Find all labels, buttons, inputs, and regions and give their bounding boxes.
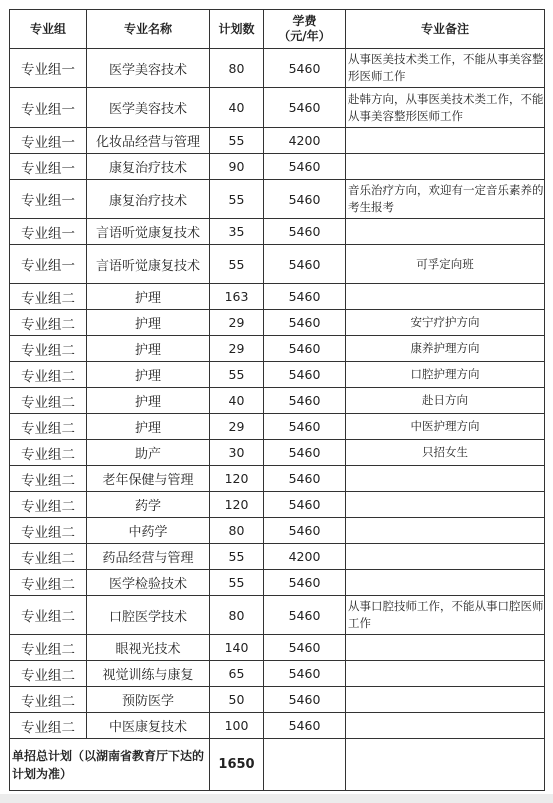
note-cell bbox=[346, 635, 545, 661]
note-cell bbox=[346, 687, 545, 713]
plan-cell: 55 bbox=[210, 362, 264, 388]
fee-cell: 5460 bbox=[264, 245, 346, 284]
name-cell: 医学美容技术 bbox=[87, 88, 210, 128]
plan-cell: 30 bbox=[210, 440, 264, 466]
plan-cell: 29 bbox=[210, 336, 264, 362]
fee-cell: 5460 bbox=[264, 687, 346, 713]
name-cell: 言语听觉康复技术 bbox=[87, 245, 210, 284]
table-row bbox=[10, 570, 545, 596]
table-row bbox=[10, 414, 545, 440]
fee-cell: 5460 bbox=[264, 362, 346, 388]
plan-cell: 40 bbox=[210, 388, 264, 414]
fee-cell: 4200 bbox=[264, 544, 346, 570]
table-row bbox=[10, 661, 545, 687]
name-cell: 医学美容技术 bbox=[87, 49, 210, 88]
fee-cell: 4200 bbox=[264, 128, 346, 154]
group-cell: 专业组二 bbox=[10, 544, 87, 570]
group-cell: 专业组二 bbox=[10, 336, 87, 362]
fee-cell: 5460 bbox=[264, 661, 346, 687]
header-group: 专业组 bbox=[10, 10, 87, 49]
group-cell: 专业组一 bbox=[10, 49, 87, 88]
plan-cell: 90 bbox=[210, 154, 264, 180]
note-cell: 赴日方向 bbox=[346, 388, 545, 414]
plan-cell: 55 bbox=[210, 544, 264, 570]
group-cell: 专业组二 bbox=[10, 362, 87, 388]
name-cell: 护理 bbox=[87, 310, 210, 336]
name-cell: 康复治疗技术 bbox=[87, 180, 210, 219]
bottom-strip bbox=[0, 794, 553, 803]
fee-cell: 5460 bbox=[264, 388, 346, 414]
name-cell: 中医康复技术 bbox=[87, 713, 210, 739]
total-label: 单招总计划（以湖南省教育厅下达的计划为准） bbox=[10, 739, 210, 791]
note-cell: 赴韩方向，从事医美技术类工作，不能从事美容整形医师工作 bbox=[346, 88, 545, 128]
plan-cell: 55 bbox=[210, 180, 264, 219]
note-cell: 中医护理方向 bbox=[346, 414, 545, 440]
table-row bbox=[10, 362, 545, 388]
note-cell: 音乐治疗方向，欢迎有一定音乐素养的考生报考 bbox=[346, 180, 545, 219]
fee-cell: 5460 bbox=[264, 635, 346, 661]
fee-cell: 5460 bbox=[264, 713, 346, 739]
plan-cell: 50 bbox=[210, 687, 264, 713]
table-header-row bbox=[10, 10, 545, 49]
name-cell: 护理 bbox=[87, 388, 210, 414]
total-fee-empty bbox=[264, 739, 346, 791]
fee-cell: 5460 bbox=[264, 336, 346, 362]
table-row bbox=[10, 284, 545, 310]
table-row bbox=[10, 596, 545, 635]
fee-cell: 5460 bbox=[264, 219, 346, 245]
group-cell: 专业组二 bbox=[10, 596, 87, 635]
fee-cell: 5460 bbox=[264, 310, 346, 336]
name-cell: 视觉训练与康复 bbox=[87, 661, 210, 687]
note-cell bbox=[346, 219, 545, 245]
table-row bbox=[10, 128, 545, 154]
table-row bbox=[10, 245, 545, 284]
plan-cell: 65 bbox=[210, 661, 264, 687]
note-cell bbox=[346, 661, 545, 687]
name-cell: 助产 bbox=[87, 440, 210, 466]
table-row bbox=[10, 713, 545, 739]
name-cell: 药品经营与管理 bbox=[87, 544, 210, 570]
header-fee bbox=[264, 10, 346, 49]
plan-cell: 120 bbox=[210, 466, 264, 492]
name-cell: 中药学 bbox=[87, 518, 210, 544]
table-row bbox=[10, 518, 545, 544]
group-cell: 专业组二 bbox=[10, 466, 87, 492]
note-cell: 从事口腔技师工作，不能从事口腔医师工作 bbox=[346, 596, 545, 635]
name-cell: 口腔医学技术 bbox=[87, 596, 210, 635]
group-cell: 专业组二 bbox=[10, 414, 87, 440]
plan-cell: 55 bbox=[210, 128, 264, 154]
fee-cell: 5460 bbox=[264, 570, 346, 596]
admission-plan-table bbox=[9, 9, 545, 791]
name-cell: 护理 bbox=[87, 284, 210, 310]
note-cell: 从事医美技术类工作，不能从事美容整形医师工作 bbox=[346, 49, 545, 88]
table-row bbox=[10, 336, 545, 362]
total-value: 1650 bbox=[210, 739, 264, 791]
table-row bbox=[10, 687, 545, 713]
table-row bbox=[10, 219, 545, 245]
group-cell: 专业组二 bbox=[10, 388, 87, 414]
name-cell: 护理 bbox=[87, 414, 210, 440]
table-row bbox=[10, 310, 545, 336]
group-cell: 专业组二 bbox=[10, 635, 87, 661]
group-cell: 专业组二 bbox=[10, 310, 87, 336]
table-row bbox=[10, 388, 545, 414]
note-cell: 口腔护理方向 bbox=[346, 362, 545, 388]
name-cell: 药学 bbox=[87, 492, 210, 518]
group-cell: 专业组二 bbox=[10, 661, 87, 687]
fee-cell: 5460 bbox=[264, 154, 346, 180]
group-cell: 专业组二 bbox=[10, 492, 87, 518]
table-body bbox=[10, 49, 545, 739]
group-cell: 专业组二 bbox=[10, 284, 87, 310]
note-cell bbox=[346, 466, 545, 492]
name-cell: 康复治疗技术 bbox=[87, 154, 210, 180]
name-cell: 眼视光技术 bbox=[87, 635, 210, 661]
group-cell: 专业组一 bbox=[10, 88, 87, 128]
admission-plan-table-container bbox=[9, 9, 545, 791]
group-cell: 专业组二 bbox=[10, 687, 87, 713]
name-cell: 老年保健与管理 bbox=[87, 466, 210, 492]
fee-cell: 5460 bbox=[264, 284, 346, 310]
fee-cell: 5460 bbox=[264, 440, 346, 466]
group-cell: 专业组二 bbox=[10, 440, 87, 466]
group-cell: 专业组二 bbox=[10, 713, 87, 739]
note-cell: 可孚定向班 bbox=[346, 245, 545, 284]
header-plan: 计划数 bbox=[210, 10, 264, 49]
fee-cell: 5460 bbox=[264, 466, 346, 492]
fee-cell: 5460 bbox=[264, 492, 346, 518]
plan-cell: 29 bbox=[210, 310, 264, 336]
note-cell bbox=[346, 713, 545, 739]
group-cell: 专业组一 bbox=[10, 180, 87, 219]
plan-cell: 120 bbox=[210, 492, 264, 518]
header-fee-text: 学费 （元/年） bbox=[278, 14, 331, 43]
fee-cell: 5460 bbox=[264, 596, 346, 635]
fee-cell: 5460 bbox=[264, 414, 346, 440]
fee-cell: 5460 bbox=[264, 180, 346, 219]
name-cell: 言语听觉康复技术 bbox=[87, 219, 210, 245]
fee-cell: 5460 bbox=[264, 49, 346, 88]
note-cell bbox=[346, 154, 545, 180]
group-cell: 专业组一 bbox=[10, 128, 87, 154]
group-cell: 专业组一 bbox=[10, 219, 87, 245]
total-row bbox=[10, 739, 545, 791]
table-row bbox=[10, 49, 545, 88]
name-cell: 护理 bbox=[87, 336, 210, 362]
header-name: 专业名称 bbox=[87, 10, 210, 49]
plan-cell: 100 bbox=[210, 713, 264, 739]
table-row bbox=[10, 180, 545, 219]
table-row bbox=[10, 440, 545, 466]
plan-cell: 80 bbox=[210, 596, 264, 635]
table-row bbox=[10, 466, 545, 492]
group-cell: 专业组二 bbox=[10, 518, 87, 544]
group-cell: 专业组二 bbox=[10, 570, 87, 596]
plan-cell: 40 bbox=[210, 88, 264, 128]
note-cell: 安宁疗护方向 bbox=[346, 310, 545, 336]
table-row bbox=[10, 88, 545, 128]
table-row bbox=[10, 635, 545, 661]
plan-cell: 163 bbox=[210, 284, 264, 310]
group-cell: 专业组一 bbox=[10, 154, 87, 180]
fee-cell: 5460 bbox=[264, 518, 346, 544]
plan-cell: 55 bbox=[210, 245, 264, 284]
note-cell bbox=[346, 284, 545, 310]
name-cell: 化妆品经营与管理 bbox=[87, 128, 210, 154]
total-note-empty bbox=[346, 739, 545, 791]
plan-cell: 80 bbox=[210, 49, 264, 88]
name-cell: 医学检验技术 bbox=[87, 570, 210, 596]
note-cell bbox=[346, 544, 545, 570]
plan-cell: 29 bbox=[210, 414, 264, 440]
fee-cell: 5460 bbox=[264, 88, 346, 128]
plan-cell: 35 bbox=[210, 219, 264, 245]
name-cell: 护理 bbox=[87, 362, 210, 388]
table-row bbox=[10, 544, 545, 570]
note-cell: 康养护理方向 bbox=[346, 336, 545, 362]
header-note: 专业备注 bbox=[346, 10, 545, 49]
note-cell bbox=[346, 492, 545, 518]
plan-cell: 140 bbox=[210, 635, 264, 661]
plan-cell: 55 bbox=[210, 570, 264, 596]
plan-cell: 80 bbox=[210, 518, 264, 544]
group-cell: 专业组一 bbox=[10, 245, 87, 284]
note-cell bbox=[346, 128, 545, 154]
table-row bbox=[10, 154, 545, 180]
note-cell bbox=[346, 570, 545, 596]
note-cell: 只招女生 bbox=[346, 440, 545, 466]
note-cell bbox=[346, 518, 545, 544]
name-cell: 预防医学 bbox=[87, 687, 210, 713]
table-row bbox=[10, 492, 545, 518]
